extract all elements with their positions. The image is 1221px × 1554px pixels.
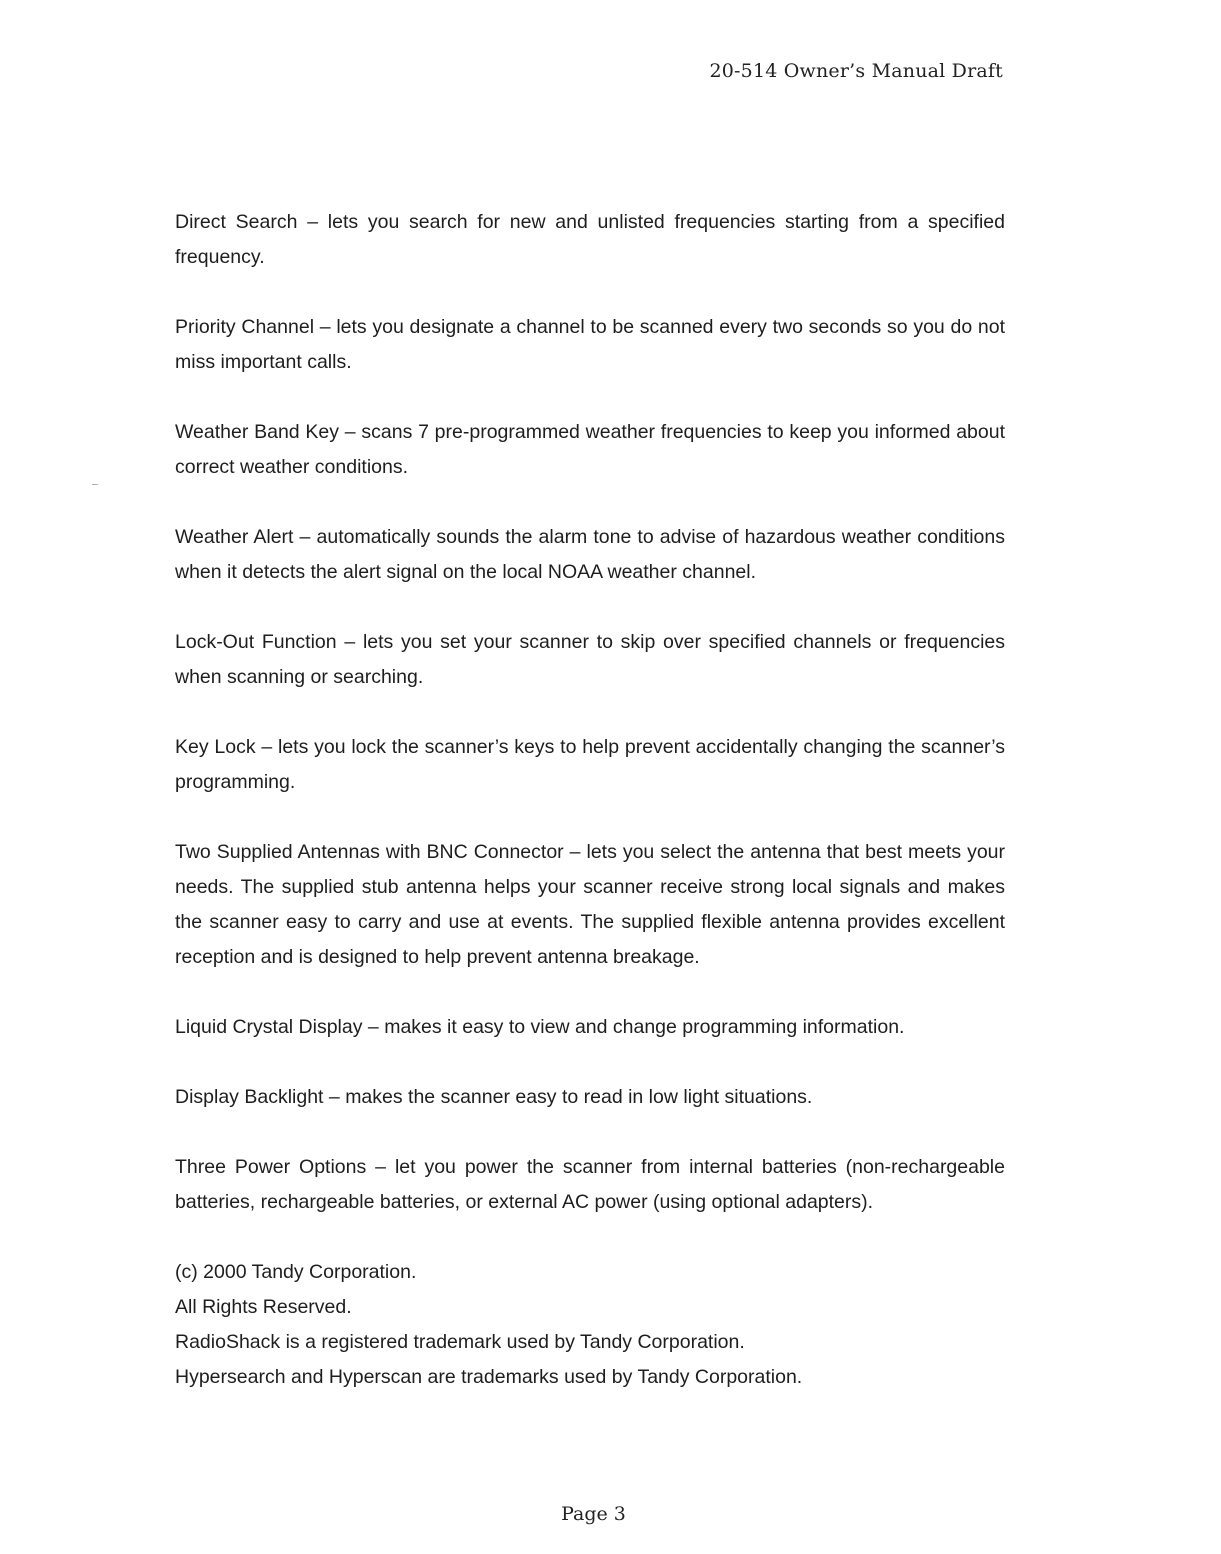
- feature-liquid-crystal-display: [175, 1010, 1005, 1045]
- feature-description: lets you designate a channel to be scanned every two seconds so you do not miss important calls.: [175, 316, 1005, 373]
- feature-list: [175, 205, 1005, 1395]
- feature-three-power-options: [175, 1150, 1005, 1220]
- feature-separator: –: [299, 526, 311, 548]
- feature-description: scans 7 pre-programmed weather frequencies to keep you informed about correct weather conditions.: [175, 421, 1006, 478]
- feature-description: makes it easy to view and change programming information.: [384, 1016, 905, 1038]
- feature-separator: –: [328, 1086, 340, 1108]
- feature-description: lets you set your scanner to skip over specified channels or frequencies when scanning or searching.: [175, 631, 1006, 688]
- feature-two-supplied-antennas: [175, 835, 1005, 975]
- trademark-line-radioshack: RadioShack is a registered trademark used by Tandy Corporation.: [175, 1331, 745, 1353]
- page-number: Page 3: [561, 1503, 626, 1525]
- copyright-line: (c) 2000 Tandy Corporation.: [175, 1261, 417, 1283]
- feature-name: Three Power Options: [175, 1156, 367, 1178]
- feature-separator: –: [319, 316, 331, 338]
- feature-key-lock: [175, 730, 1005, 800]
- feature-name: Direct Search: [175, 211, 298, 233]
- feature-separator: –: [261, 736, 273, 758]
- feature-description: lets you lock the scanner’s keys to help prevent accidentally changing the scanner’s programming.: [175, 736, 1005, 793]
- feature-description: let you power the scanner from internal batteries (non-rechargeable batteries, rechargeable batteries, or external AC power (using optional adapters).: [175, 1156, 1005, 1213]
- feature-weather-band-key: [175, 415, 1005, 485]
- feature-display-backlight: [175, 1080, 1005, 1115]
- feature-description: lets you select the antenna that best meets your needs. The supplied stub antenna helps your scanner receive strong local signals and makes the scanner easy to carry and use at events. The supplied flexible antenna provides excellent reception and is designed to help prevent antenna breakage.: [175, 841, 1006, 968]
- feature-name: Priority Channel: [175, 316, 315, 338]
- feature-separator: –: [375, 1156, 387, 1178]
- feature-separator: –: [367, 1016, 379, 1038]
- feature-separator: –: [344, 631, 356, 653]
- trademark-line-hypersearch: Hypersearch and Hyperscan are trademarks used by Tandy Corporation.: [175, 1366, 803, 1388]
- feature-name: Lock-Out Function: [175, 631, 337, 653]
- rights-line: All Rights Reserved.: [175, 1296, 352, 1318]
- feature-priority-channel: [175, 310, 1005, 380]
- feature-separator: –: [307, 211, 319, 233]
- document-header: 20-514 Owner’s Manual Draft: [709, 60, 1003, 82]
- feature-description: makes the scanner easy to read in low light situations.: [345, 1086, 813, 1108]
- feature-lock-out-function: [175, 625, 1005, 695]
- feature-direct-search: [175, 205, 1005, 275]
- feature-name: Weather Band Key: [175, 421, 339, 443]
- feature-name: Weather Alert: [175, 526, 294, 548]
- feature-name: Two Supplied Antennas with BNC Connector: [175, 841, 564, 863]
- feature-weather-alert: [175, 520, 1005, 590]
- feature-name: Display Backlight: [175, 1086, 324, 1108]
- legal-notice: [175, 1255, 1005, 1395]
- feature-separator: –: [569, 841, 581, 863]
- feature-separator: –: [344, 421, 356, 443]
- feature-name: Key Lock: [175, 736, 256, 758]
- margin-mark: [92, 484, 98, 485]
- feature-name: Liquid Crystal Display: [175, 1016, 363, 1038]
- feature-description: lets you search for new and unlisted frequencies starting from a specified frequency.: [175, 211, 1005, 268]
- feature-description: automatically sounds the alarm tone to advise of hazardous weather conditions when it detects the alert signal on the local NOAA weather channel.: [175, 526, 1005, 583]
